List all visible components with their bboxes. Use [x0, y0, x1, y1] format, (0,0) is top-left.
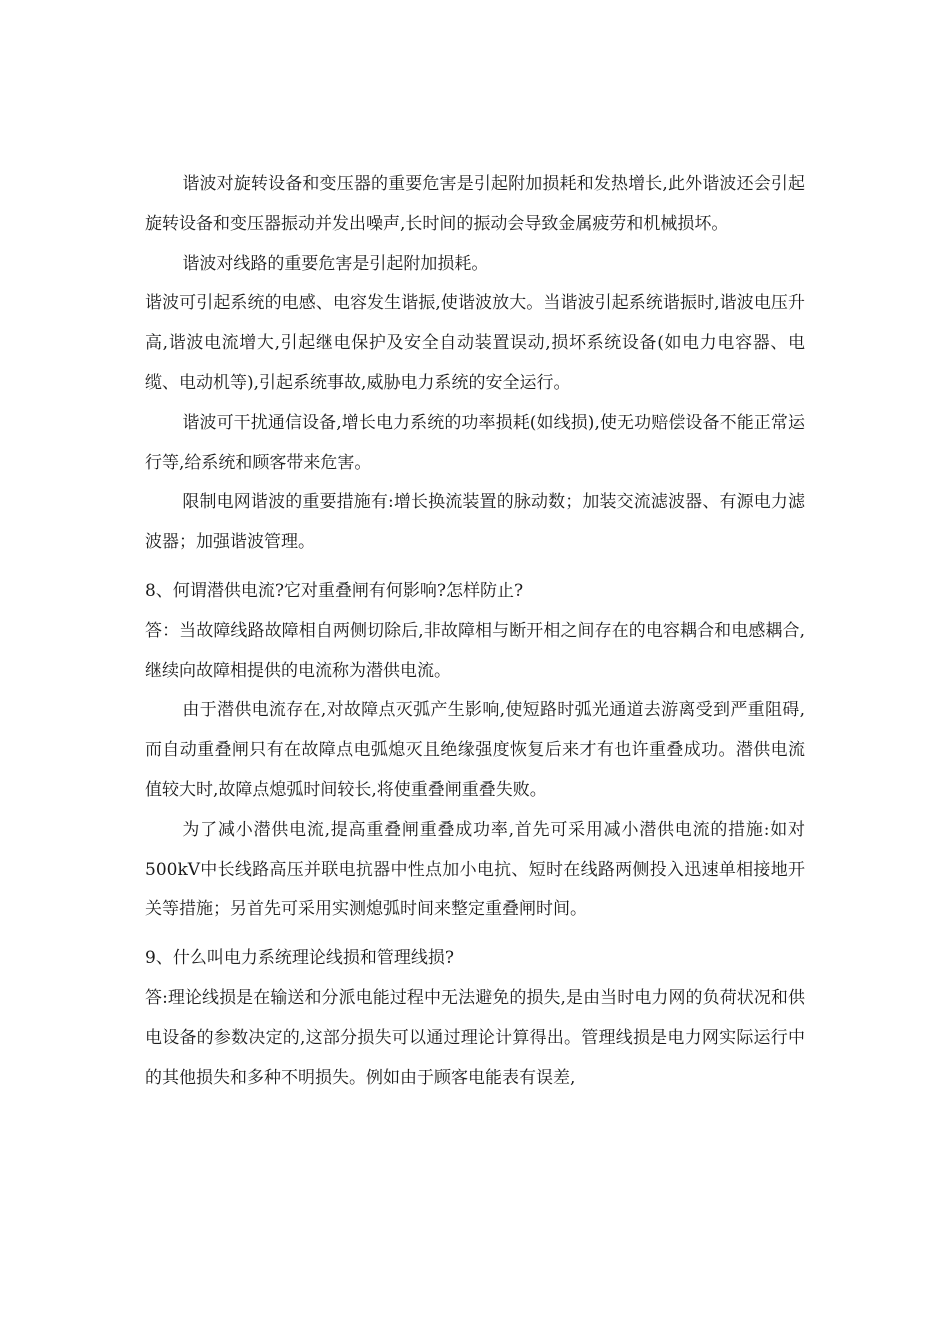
paragraph-harmonic-limit-measures: 限制电网谐波的重要措施有:增长换流装置的脉动数；加装交流滤波器、有源电力滤波器；加强谐波管理。 [145, 492, 805, 553]
answer-8-prevention: 为了减小潜供电流,提高重叠闸重叠成功率,首先可采用减小潜供电流的措施:如对500kV中长线路高压并联电抗器中性点加小电抗、短时在线路两侧投入迅速单相接地开关等措施；另首先可采用实测熄弧时间来整定重叠闸时间。 [145, 819, 805, 920]
answer-9-text: 答:理论线损是在输送和分派电能过程中无法避免的损失,是由当时电力网的负荷状况和供电设备的参数决定的,这部分损失可以通过理论计算得出。管理线损是电力网实际运行中的其他损失和多种不明损失。例如由于顾客电能表有误差, [145, 987, 805, 1088]
paragraph-harmonic-rotating-equipment: 谐波对旋转设备和变压器的重要危害是引起附加损耗和发热增长,此外谐波还会引起旋转设备和变压器振动并发出噪声,长时间的振动会导致金属疲劳和机械损坏。 [145, 174, 805, 234]
answer-8-effect: 由于潜供电流存在,对故障点灭弧产生影响,使短路时弧光通道去游离受到严重阻碍,而自动重叠闸只有在故障点电弧熄灭且绝缘强度恢复后来才有也许重叠成功。潜供电流值较大时,故障点熄弧时间较长,将使重叠闸重叠失败。 [145, 700, 805, 800]
paragraph-harmonic-communication: 谐波可干扰通信设备,增长电力系统的功率损耗(如线损),使无功赔偿设备不能正常运行等,给系统和顾客带来危害。 [145, 412, 805, 473]
paragraph-harmonic-resonance: 谐波可引起系统的电感、电容发生谐振,使谐波放大。当谐波引起系统谐振时,谐波电压升高,谐波电流增大,引起继电保护及安全自动装置误动,损坏系统设备(如电力电容器、电缆、电动机等),引起系统事故,威胁电力系统的安全运行。 [145, 293, 805, 393]
answer-8-definition: 答：当故障线路故障相自两侧切除后,非故障相与断开相之间存在的电容耦合和电感耦合,继续向故障相提供的电流称为潜供电流。 [145, 620, 805, 681]
paragraph-harmonic-line-loss: 谐波对线路的重要危害是引起附加损耗。 [182, 253, 489, 274]
document-body [145, 165, 805, 1098]
question-9-heading: 9、什么叫电力系统理论线损和管理线损? [145, 948, 454, 969]
question-8-heading: 8、何谓潜供电流?它对重叠闸有何影响?怎样防止? [145, 580, 524, 601]
